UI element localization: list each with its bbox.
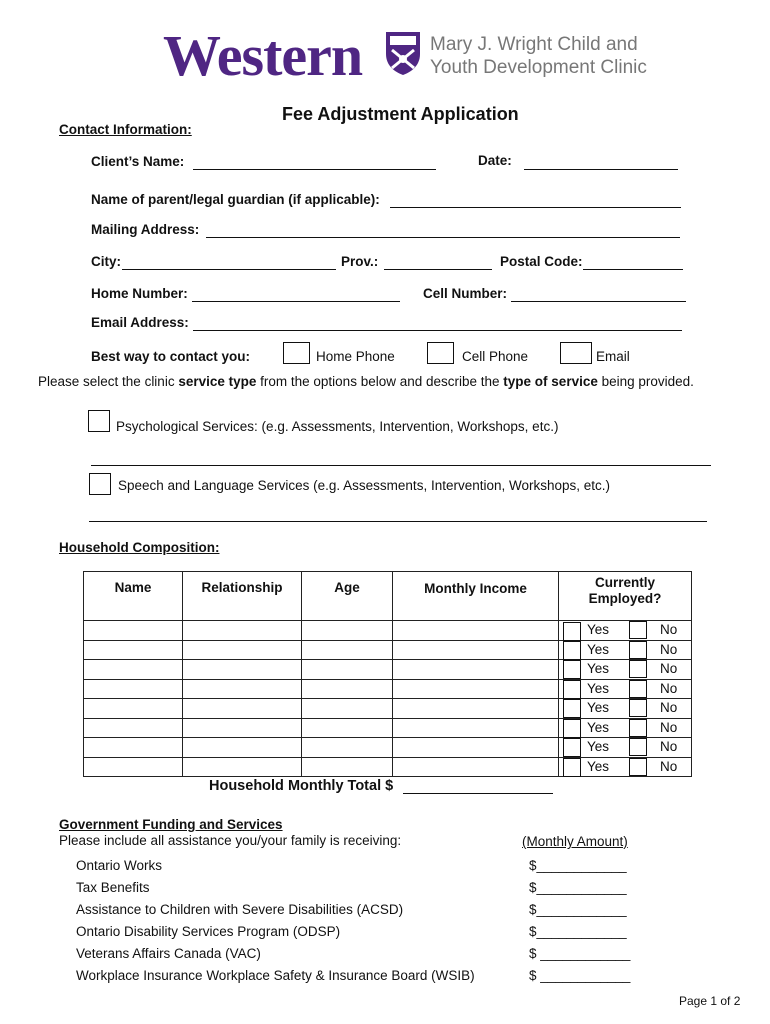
yes-label: Yes xyxy=(587,661,610,676)
employed-cell xyxy=(559,738,692,758)
relationship-cell[interactable] xyxy=(183,660,302,680)
funding-item-amount[interactable]: $ ____________ xyxy=(529,946,631,961)
cell-phone-option: Cell Phone xyxy=(462,349,529,364)
age-cell[interactable] xyxy=(302,699,393,719)
col-name: Name xyxy=(84,572,183,621)
service-instruction-part: Please select the clinic xyxy=(38,374,179,389)
employed-no-checkbox[interactable] xyxy=(629,738,647,756)
yes-label: Yes xyxy=(587,700,610,715)
relationship-cell[interactable] xyxy=(183,679,302,699)
yes-label: Yes xyxy=(587,758,610,774)
table-row xyxy=(84,699,692,719)
employed-yes-checkbox[interactable] xyxy=(563,758,581,777)
name-cell[interactable] xyxy=(84,679,183,699)
table-row xyxy=(84,738,692,758)
employed-cell xyxy=(559,640,692,660)
employed-cell xyxy=(559,699,692,719)
name-cell[interactable] xyxy=(84,757,183,777)
home-phone-checkbox[interactable] xyxy=(283,342,310,364)
income-cell[interactable] xyxy=(393,640,559,660)
yes-label: Yes xyxy=(587,622,610,637)
relationship-cell[interactable] xyxy=(183,757,302,777)
city-field[interactable] xyxy=(122,255,336,270)
employed-no-checkbox[interactable] xyxy=(629,758,647,776)
employed-cell xyxy=(559,679,692,699)
prov-label: Prov.: xyxy=(341,254,379,269)
date-field[interactable] xyxy=(524,155,678,170)
funding-instruction: Please include all assistance you/your family is receiving: xyxy=(59,833,402,848)
employed-yes-checkbox[interactable] xyxy=(563,719,581,738)
relationship-cell[interactable] xyxy=(183,621,302,641)
funding-item-amount[interactable]: $____________ xyxy=(529,880,627,895)
speech-services-description[interactable] xyxy=(89,508,707,522)
relationship-cell[interactable] xyxy=(183,738,302,758)
funding-item-amount[interactable]: $ ____________ xyxy=(529,968,631,983)
household-total-field[interactable] xyxy=(403,779,553,794)
table-row xyxy=(84,757,692,777)
prov-field[interactable] xyxy=(384,255,492,270)
yes-label: Yes xyxy=(587,739,610,754)
income-cell[interactable] xyxy=(393,718,559,738)
best-way-label: Best way to contact you: xyxy=(91,349,251,364)
name-cell[interactable] xyxy=(84,660,183,680)
age-cell[interactable] xyxy=(302,738,393,758)
age-cell[interactable] xyxy=(302,640,393,660)
funding-item-name: Tax Benefits xyxy=(76,880,150,895)
age-cell[interactable] xyxy=(302,679,393,699)
table-row xyxy=(84,640,692,660)
relationship-cell[interactable] xyxy=(183,640,302,660)
home-number-label: Home Number: xyxy=(91,286,188,301)
western-shield-icon xyxy=(384,30,422,76)
employed-cell xyxy=(559,621,692,641)
relationship-cell[interactable] xyxy=(183,718,302,738)
no-label: No xyxy=(660,739,678,754)
city-label: City: xyxy=(91,254,121,269)
parent-label: Name of parent/legal guardian (if applicable): xyxy=(91,192,380,207)
contact-heading: Contact Information: xyxy=(59,122,192,137)
table-row xyxy=(84,679,692,699)
mailing-field[interactable] xyxy=(206,223,680,238)
service-instruction-part: being provided. xyxy=(597,374,694,389)
col-employed: Currently Employed? xyxy=(559,572,692,621)
yes-label: Yes xyxy=(587,719,610,735)
age-cell[interactable] xyxy=(302,718,393,738)
no-label: No xyxy=(660,758,678,774)
name-cell[interactable] xyxy=(84,738,183,758)
funding-item-name: Ontario Disability Services Program (ODSP) xyxy=(76,924,341,939)
funding-item-amount[interactable]: $____________ xyxy=(529,858,627,873)
speech-services-checkbox[interactable] xyxy=(89,473,111,495)
employed-yes-checkbox[interactable] xyxy=(563,641,581,660)
form-title: Fee Adjustment Application xyxy=(282,104,519,124)
employed-cell xyxy=(559,718,692,738)
psych-services-label: Psychological Services: (e.g. Assessments, Intervention, Workshops, etc.) xyxy=(116,419,559,434)
employed-yes-checkbox[interactable] xyxy=(563,680,581,699)
funding-item-name: Assistance to Children with Severe Disabilities (ACSD) xyxy=(76,902,404,917)
name-cell[interactable] xyxy=(84,699,183,719)
service-instruction xyxy=(38,374,694,389)
relationship-cell[interactable] xyxy=(183,699,302,719)
speech-services-label: Speech and Language Services (e.g. Assessments, Intervention, Workshops, etc.) xyxy=(118,478,611,493)
cell-number-field[interactable] xyxy=(511,287,686,302)
employed-no-checkbox[interactable] xyxy=(629,621,647,639)
name-cell[interactable] xyxy=(84,640,183,660)
employed-no-checkbox[interactable] xyxy=(629,699,647,717)
employed-yes-checkbox[interactable] xyxy=(563,622,581,641)
income-cell[interactable] xyxy=(393,621,559,641)
employed-yes-checkbox[interactable] xyxy=(563,660,581,679)
client-name-field[interactable] xyxy=(193,155,436,170)
no-label: No xyxy=(660,622,678,637)
date-label: Date: xyxy=(478,153,512,168)
age-cell[interactable] xyxy=(302,660,393,680)
name-cell[interactable] xyxy=(84,621,183,641)
email-address-field[interactable] xyxy=(193,316,682,331)
col-relationship: Relationship xyxy=(183,572,302,621)
employed-cell xyxy=(559,660,692,680)
yes-label: Yes xyxy=(587,641,610,657)
income-cell[interactable] xyxy=(393,660,559,680)
table-row xyxy=(84,621,692,641)
funding-heading: Government Funding and Services xyxy=(59,817,283,832)
home-number-field[interactable] xyxy=(192,287,400,302)
email-checkbox[interactable] xyxy=(560,342,592,364)
employed-cell xyxy=(559,757,692,777)
household-total-label: Household Monthly Total $ xyxy=(209,778,394,794)
home-phone-option: Home Phone xyxy=(316,349,395,364)
household-heading: Household Composition: xyxy=(59,540,220,555)
income-cell[interactable] xyxy=(393,699,559,719)
postal-field[interactable] xyxy=(583,255,683,270)
employed-no-checkbox[interactable] xyxy=(629,660,647,678)
table-row xyxy=(84,660,692,680)
col-age: Age xyxy=(302,572,393,621)
employed-yes-checkbox[interactable] xyxy=(563,738,581,757)
employed-no-checkbox[interactable] xyxy=(629,641,647,659)
cell-phone-checkbox[interactable] xyxy=(427,342,454,364)
funding-item-name: Ontario Works xyxy=(76,858,163,873)
funding-item-name: Veterans Affairs Canada (VAC) xyxy=(76,946,261,961)
service-type-emphasis: service type xyxy=(178,374,257,389)
employed-no-checkbox[interactable] xyxy=(629,719,647,737)
psych-services-description[interactable] xyxy=(91,452,711,466)
type-of-service-emphasis: type of service xyxy=(503,374,598,389)
email-address-label: Email Address: xyxy=(91,315,189,330)
clinic-name: Mary J. Wright Child and Youth Development Clinic xyxy=(430,34,647,78)
no-label: No xyxy=(660,641,678,657)
employed-yes-checkbox[interactable] xyxy=(563,699,581,718)
mailing-label: Mailing Address: xyxy=(91,222,200,237)
yes-label: Yes xyxy=(587,680,610,696)
psych-services-checkbox[interactable] xyxy=(88,410,110,432)
western-logo-wordmark: Western xyxy=(163,23,363,88)
page-number: Page 1 of 2 xyxy=(679,994,741,1008)
table-row xyxy=(84,718,692,738)
col-monthly-income: Monthly Income xyxy=(393,572,559,621)
household-table xyxy=(83,571,692,777)
monthly-amount-header: (Monthly Amount) xyxy=(522,834,628,849)
email-option: Email xyxy=(596,349,630,364)
employed-no-checkbox[interactable] xyxy=(629,680,647,698)
age-cell[interactable] xyxy=(302,621,393,641)
funding-item-amount[interactable]: $____________ xyxy=(529,924,627,939)
age-cell[interactable] xyxy=(302,757,393,777)
income-cell[interactable] xyxy=(393,738,559,758)
parent-field[interactable] xyxy=(390,193,681,208)
service-instruction-part: from the options below and describe the xyxy=(256,374,504,389)
no-label: No xyxy=(660,661,678,676)
name-cell[interactable] xyxy=(84,718,183,738)
no-label: No xyxy=(660,680,678,696)
client-name-label: Client’s Name: xyxy=(91,154,185,169)
funding-item-name: Workplace Insurance Workplace Safety & Insurance Board (WSIB) xyxy=(76,968,475,983)
funding-item-amount[interactable]: $____________ xyxy=(529,902,627,917)
cell-number-label: Cell Number: xyxy=(423,286,508,301)
household-body xyxy=(84,621,692,777)
income-cell[interactable] xyxy=(393,679,559,699)
no-label: No xyxy=(660,700,678,715)
income-cell[interactable] xyxy=(393,757,559,777)
no-label: No xyxy=(660,719,678,735)
household-header-row xyxy=(84,572,692,621)
postal-label: Postal Code: xyxy=(500,254,583,269)
